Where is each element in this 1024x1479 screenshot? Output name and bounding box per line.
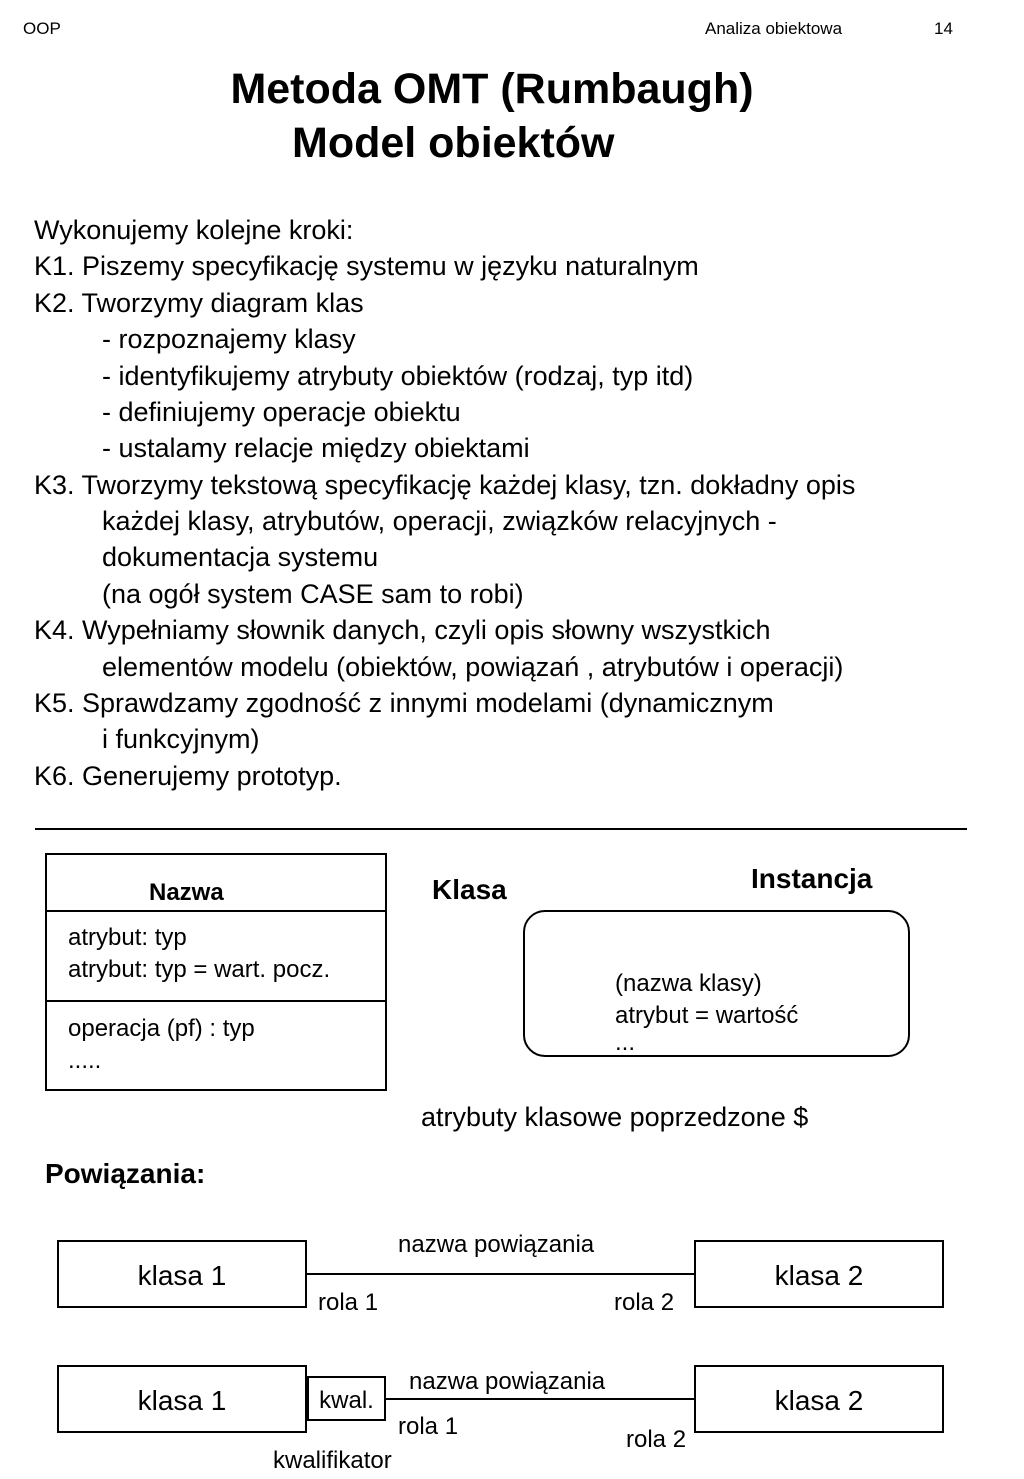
class-label: Klasa (432, 874, 507, 905)
step-k1: K1. Piszemy specyfikację systemu w języku naturalnym (34, 251, 699, 281)
assoc1-class2-label: klasa 2 (774, 1260, 864, 1291)
instance-label: Instancja (751, 863, 873, 894)
page-number: 14 (934, 19, 953, 38)
associations-heading: Powiązania: (45, 1158, 206, 1189)
assoc2-name: nazwa powiązania (409, 1368, 606, 1395)
step-k3-cont: dokumentacja systemu (102, 542, 379, 572)
assoc1-role1: rola 1 (318, 1289, 379, 1316)
instance-diagram-box (523, 910, 910, 1057)
assoc2-role1: rola 1 (398, 1413, 459, 1440)
steps-intro: Wykonujemy kolejne kroki: (34, 215, 354, 245)
header-center: Analiza obiektowa (705, 19, 843, 38)
step-k5: K5. Sprawdzamy zgodność z innymi modelami (dynamicznym (34, 688, 774, 718)
class-attribute: atrybut: typ (68, 924, 187, 951)
class-box-divider (47, 910, 385, 912)
step-k2-item: - ustalamy relacje między obiektami (102, 433, 530, 463)
step-k2: K2. Tworzymy diagram klas (34, 288, 364, 318)
step-k2-item: - identyfikujemy atrybuty obiektów (rodzaj, typ itd) (102, 361, 694, 391)
instance-class-name: (nazwa klasy) (615, 970, 762, 997)
assoc2-qualifier-caption: kwalifikator (273, 1447, 392, 1474)
assoc2-class2-label: klasa 2 (774, 1385, 864, 1416)
assoc1-role2: rola 2 (614, 1289, 675, 1316)
assoc2-line (386, 1398, 696, 1400)
section-divider (35, 828, 967, 830)
class-attributes-note: atrybuty klasowe poprzedzone $ (421, 1102, 809, 1132)
instance-attribute: atrybut = wartość (615, 1002, 799, 1029)
step-k3-cont: każdej klasy, atrybutów, operacji, związków relacyjnych - (102, 506, 777, 536)
page-title-line1: Metoda OMT (Rumbaugh) (230, 65, 754, 113)
class-attribute: atrybut: typ = wart. pocz. (68, 956, 331, 983)
step-k6: K6. Generujemy prototyp. (34, 761, 342, 791)
class-operation: operacja (pf) : typ (68, 1015, 255, 1042)
assoc2-class1-label: klasa 1 (137, 1385, 227, 1416)
assoc2-qualifier-label: kwal. (319, 1387, 374, 1414)
step-k4-cont: elementów modelu (obiektów, powiązań , atrybutów i operacji) (102, 652, 844, 682)
step-k3: K3. Tworzymy tekstową specyfikację każdej klasy, tzn. dokładny opis (34, 470, 856, 500)
assoc2-class1-box (57, 1365, 307, 1433)
step-k5-cont: i funkcyjnym) (102, 724, 260, 754)
assoc1-class1-box (57, 1240, 307, 1308)
page-title-line2: Model obiektów (292, 119, 615, 167)
assoc2-qualifier-box (307, 1376, 386, 1421)
class-diagram-box (45, 853, 387, 1091)
instance-ellipsis: ... (615, 1029, 636, 1056)
assoc2-role2: rola 2 (626, 1426, 687, 1453)
class-box-divider (47, 1000, 385, 1002)
class-operation: ..... (68, 1047, 102, 1074)
assoc1-class2-box (694, 1240, 944, 1308)
step-k2-item: - definiujemy operacje obiektu (102, 397, 461, 427)
step-k2-item: - rozpoznajemy klasy (102, 324, 356, 354)
assoc1-class1-label: klasa 1 (137, 1260, 227, 1291)
header-left: OOP (23, 19, 61, 38)
step-k4: K4. Wypełniamy słownik danych, czyli opis słowny wszystkich (34, 615, 771, 645)
assoc1-name: nazwa powiązania (398, 1231, 595, 1258)
step-k3-cont: (na ogół system CASE sam to robi) (102, 579, 524, 609)
assoc2-class2-box (694, 1365, 944, 1433)
class-name: Nazwa (149, 879, 224, 906)
assoc1-line (307, 1273, 696, 1275)
